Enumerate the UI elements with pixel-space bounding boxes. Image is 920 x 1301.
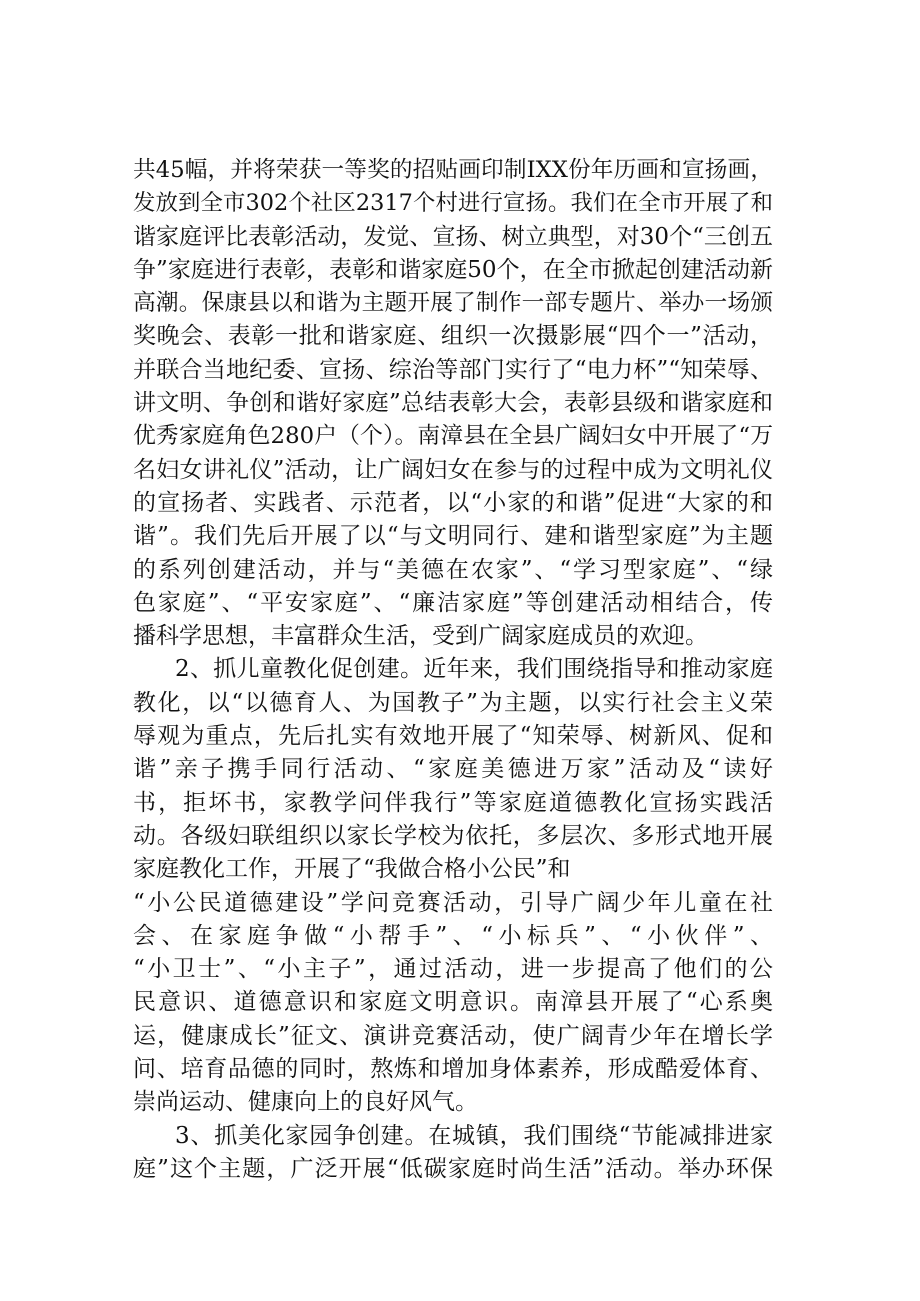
text-line: 民意识、道德意识和家庭文明意识。南漳县开展了“心系奥 bbox=[133, 989, 773, 1016]
text-line: 谐”。我们先后开展了以“与文明同行、建和谐型家庭”为主题 bbox=[133, 523, 773, 550]
text-line: 运，健康成长”征文、演讲竞赛活动，使广阔青少年在增长学 bbox=[133, 1022, 773, 1049]
text-line: 的宣扬者、实践者、示范者，以“小家的和谐”促进“大家的和 bbox=[133, 489, 773, 516]
body-text bbox=[133, 154, 773, 1186]
text-line: 优秀家庭角色280户（个）。南漳县在全县广阔妇女中开展了“万 bbox=[133, 423, 773, 450]
text-line: 播科学思想，丰富群众生活，受到广阔家庭成员的欢迎。 bbox=[133, 623, 708, 650]
text-line: 辱观为重点，先后扎实有效地开展了“知荣辱、树新风、促和 bbox=[133, 723, 773, 750]
text-line: 会、在家庭争做“小帮手”、“小标兵”、“小伙伴”、 bbox=[133, 922, 773, 949]
text-line: 书，拒坏书，家教学问伴我行”等家庭道德教化宣扬实践活 bbox=[133, 789, 773, 816]
text-line: 并联合当地纪委、宣扬、综治等部门实行了“电力杯”“知荣辱、 bbox=[133, 356, 773, 383]
text-line: 谐”亲子携手同行活动、“家庭美德进万家”活动及“读好 bbox=[133, 756, 773, 783]
text-line: 色家庭”、“平安家庭”、“廉洁家庭”等创建活动相结合，传 bbox=[133, 589, 773, 616]
text-line: 发放到全市302个社区2317个村进行宣扬。我们在全市开展了和 bbox=[133, 190, 773, 217]
text-line: 共45幅，并将荣获一等奖的招贴画印制IXX份年历画和宣扬画， bbox=[133, 157, 773, 183]
text-line: 谐家庭评比表彰活动，发觉、宣扬、树立典型，对30个“三创五 bbox=[133, 223, 773, 250]
text-line: “小卫士”、“小主子”，通过活动，进一步提高了他们的公 bbox=[133, 956, 773, 983]
text-line: 崇尚运动、健康向上的良好风气。 bbox=[133, 1089, 478, 1116]
text-line: 3、抓美化家园争创建。在城镇，我们围绕“节能减排进家 bbox=[175, 1122, 773, 1149]
text-line: 2、抓儿童教化促创建。近年来，我们围绕指导和推动家庭 bbox=[175, 656, 773, 683]
text-line: 问、培育品德的同时，熬炼和增加身体素养，形成酷爱体育、 bbox=[133, 1056, 773, 1083]
text-line: 庭”这个主题，广泛开展“低碳家庭时尚生活”活动。举办环保 bbox=[133, 1155, 773, 1182]
text-line: 教化，以“以德育人、为国教子”为主题，以实行社会主义荣 bbox=[133, 689, 773, 716]
text-line: 家庭教化工作，开展了“我做合格小公民”和 bbox=[133, 856, 571, 883]
text-line: 高潮。保康县以和谐为主题开展了制作一部专题片、举办一场颁 bbox=[133, 290, 773, 317]
text-line: 的系列创建活动，并与“美德在农家”、“学习型家庭”、“绿 bbox=[133, 556, 773, 583]
text-line: 名妇女讲礼仪”活动，让广阔妇女在参与的过程中成为文明礼仪 bbox=[133, 456, 773, 483]
text-line: 奖晚会、表彰一批和谐家庭、组织一次摄影展“四个一”活动， bbox=[133, 323, 773, 350]
text-line: 争”家庭进行表彰，表彰和谐家庭50个，在全市掀起创建活动新 bbox=[133, 256, 773, 283]
text-line: 动。各级妇联组织以家长学校为依托，多层次、多形式地开展 bbox=[133, 822, 773, 849]
text-line: “小公民道德建设”学问竞赛活动，引导广阔少年儿童在社 bbox=[133, 889, 773, 916]
text-line: 讲文明、争创和谐好家庭”总结表彰大会，表彰县级和谐家庭和 bbox=[133, 390, 773, 417]
